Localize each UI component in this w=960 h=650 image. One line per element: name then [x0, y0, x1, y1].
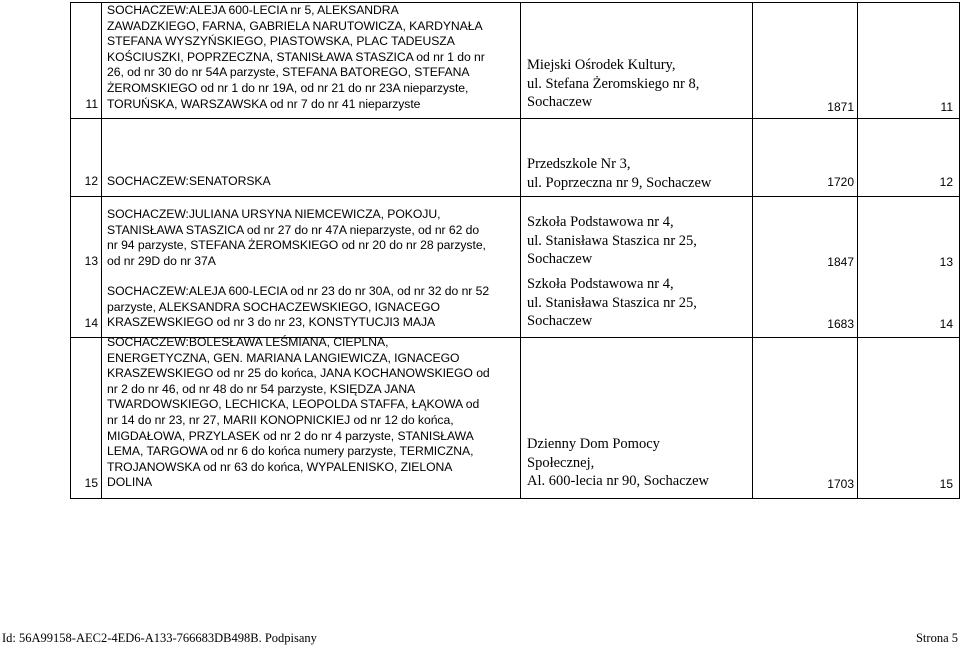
district-number: 14: [84, 316, 98, 330]
polling-place: Szkoła Podstawowa nr 4, ul. Stanisława Staszica nr 25, Sochaczew: [527, 276, 697, 329]
district-streets: SOCHACZEW:ALEJA 600-LECIA od nr 23 do nr 30A, od nr 32 do nr 52 parzyste, ALEKSANDRA SOCHACZEWSKIEGO, IGNACEGO KRASZEWSKIEGO od nr 3 do nr 23, KONSTYTUCJI3 MAJA: [107, 284, 490, 330]
document-id: Id: 56A99158-AEC2-4ED6-A133-766683DB498B. Podpisany: [2, 631, 317, 645]
voter-count: 1847: [827, 255, 854, 269]
district-number-right: 13: [939, 255, 953, 269]
district-number-right: 15: [939, 477, 953, 491]
polling-place: Dzienny Dom Pomocy Społecznej, Al. 600-lecia nr 90, Sochaczew: [527, 436, 709, 489]
district-number: 15: [84, 476, 98, 490]
voter-count: 1683: [827, 317, 854, 331]
district-streets: SOCHACZEW:BOLESŁAWA LEŚMIANA, CIEPLNA, ENERGETYCZNA, GEN. MARIANA LANGIEWICZA, IGNACEGO KRASZEWSKIEGO od nr 25 do końca, JANA KOCHANOWSKIEGO od nr 2 do nr 46, od nr 48 do nr 54 parzyste, KSIĘDZA JANA TWARDOWSKIEGO, LECHICKA, LEOPOLDA STAFFA, ŁĄKOWA od nr 14 do nr 23, nr 27, MARII KONOPNICKIEJ od nr 12 do końca, MIGDAŁOWA, PRZYLASEK od nr 2 do nr 4 parzyste, STANISŁAWA LEMA, TARGOWA od nr 6 do końca numery parzyste, TERMICZNA, TROJANOWSKA od nr 63 do końca, WYPALENISKO, ZIELONA DOLINA: [107, 335, 490, 490]
column-divider: [520, 2, 521, 499]
district-number-right: 12: [939, 175, 953, 189]
column-divider: [70, 2, 71, 499]
district-number-right: 14: [939, 317, 953, 331]
district-number: 12: [84, 174, 98, 188]
polling-place: Przedszkole Nr 3, ul. Poprzeczna nr 9, Sochaczew: [527, 156, 712, 191]
table-border: [70, 498, 960, 499]
district-number: 13: [84, 254, 98, 268]
row-divider: [70, 196, 960, 197]
row-divider: [70, 118, 960, 119]
column-divider: [752, 2, 753, 499]
district-number-right: 11: [940, 100, 953, 114]
polling-place: Miejski Ośrodek Kultury, ul. Stefana Żeromskiego nr 8, Sochaczew: [527, 57, 700, 110]
polling-place: Szkoła Podstawowa nr 4, ul. Stanisława Staszica nr 25, Sochaczew: [527, 214, 697, 267]
page-number: Strona 5: [915, 631, 958, 645]
district-streets: SOCHACZEW:ALEJA 600-LECIA nr 5, ALEKSANDRA ZAWADZKIEGO, FARNA, GABRIELA NARUTOWICZA, KARDYNAŁA STEFANA WYSZYŃSKIEGO, PIASTOWSKA, PLAC TADEUSZA KOŚCIUSZKI, POPRZECZNA, STANISŁAWA STASZICA od nr 1 do nr 26, od nr 30 do nr 54A parzyste, STEFANA BATOREGO, STEFANA ŻEROMSKIEGO od nr 1 do nr 19A, od nr 21 do nr 23A nieparzyste, TORUŃSKA, WARSZAWSKA od nr 7 do nr 41 nieparzyste: [107, 3, 485, 111]
column-divider: [857, 2, 858, 499]
district-streets: SOCHACZEW:SENATORSKA: [107, 174, 271, 188]
district-streets: SOCHACZEW:JULIANA URSYNA NIEMCEWICZA, POKOJU, STANISŁAWA STASZICA od nr 27 do nr 47A nieparzyste, od nr 62 do nr 94 parzyste, STEFANA ŻEROMSKIEGO od nr 20 do nr 28 parzyste, od nr 29D do nr 37A: [107, 207, 486, 268]
district-number: 11: [85, 97, 98, 111]
column-divider: [101, 2, 102, 499]
voter-count: 1871: [827, 100, 854, 114]
voter-count: 1703: [827, 477, 854, 491]
voter-count: 1720: [827, 175, 854, 189]
